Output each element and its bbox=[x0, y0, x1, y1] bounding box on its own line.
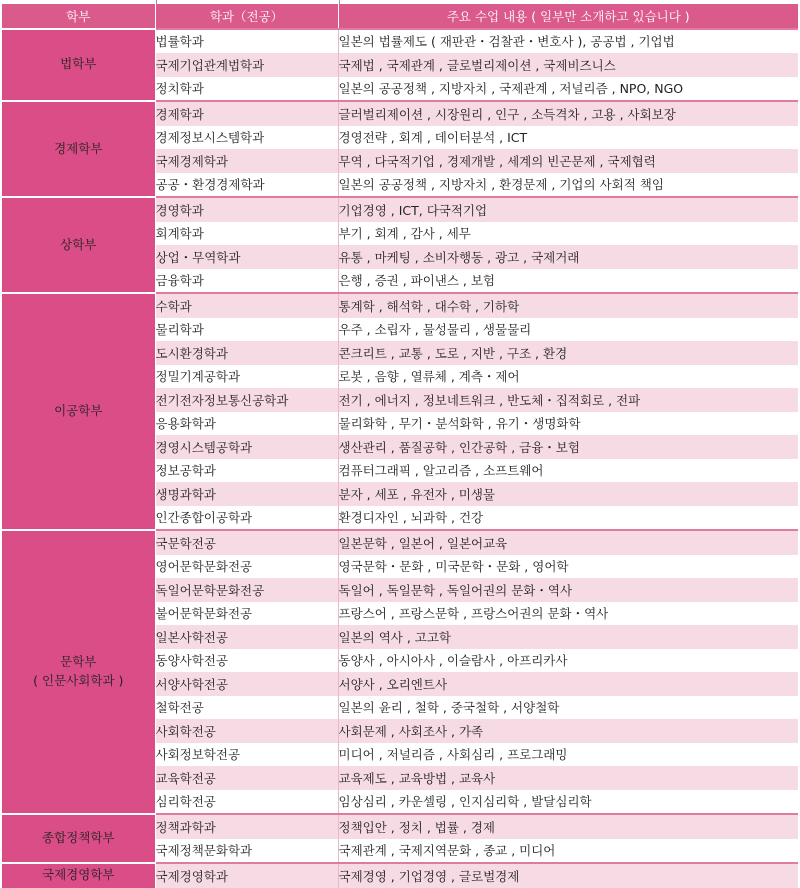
department-cell: 경제학과 bbox=[155, 101, 338, 126]
department-cell: 심리학전공 bbox=[155, 790, 338, 815]
table-body bbox=[2, 29, 798, 888]
content-cell: 부기 , 회계 , 감사 , 세무 bbox=[338, 222, 798, 246]
department-cell: 불어문학문화전공 bbox=[155, 602, 338, 626]
content-cell: 교육제도 , 교육방법 , 교육사 bbox=[338, 766, 798, 790]
table-row bbox=[2, 197, 798, 222]
content-cell: 일본의 공공정책 , 지방자치 , 환경문제 , 기업의 사회적 책임 bbox=[338, 173, 798, 198]
department-cell: 국제기업관계법학과 bbox=[155, 53, 338, 77]
header-faculty: 학부 bbox=[2, 4, 155, 29]
table-header-row bbox=[2, 4, 798, 29]
content-cell: 콘크리트 , 교통 , 도로 , 지반 , 구조 , 환경 bbox=[338, 341, 798, 365]
department-cell: 응용화학과 bbox=[155, 412, 338, 436]
department-cell: 국제경영학과 bbox=[155, 863, 338, 888]
content-cell: 일본문학 , 일본어 , 일본어교육 bbox=[338, 530, 798, 555]
table-row bbox=[2, 530, 798, 555]
content-cell: 국제경영 , 기업경영 , 글로벌경제 bbox=[338, 863, 798, 888]
content-cell: 프랑스어 , 프랑스문학 , 프랑스어권의 문화・역사 bbox=[338, 602, 798, 626]
table-row bbox=[2, 814, 798, 839]
department-cell: 도시환경학과 bbox=[155, 341, 338, 365]
department-cell: 서양사학전공 bbox=[155, 672, 338, 696]
department-cell: 정밀기계공학과 bbox=[155, 365, 338, 389]
department-cell: 수학과 bbox=[155, 293, 338, 318]
content-cell: 경영전략 , 회계 , 데이터분석 , ICT bbox=[338, 126, 798, 150]
faculty-name: 상학부 bbox=[60, 236, 97, 252]
content-cell: 환경디자인 , 뇌과학 , 건강 bbox=[338, 506, 798, 531]
department-cell: 공공・환경경제학과 bbox=[155, 173, 338, 198]
faculty-name: 법학부 bbox=[60, 56, 97, 72]
department-cell: 영어문학문화전공 bbox=[155, 555, 338, 579]
faculty-name: 이공학부 bbox=[54, 403, 103, 419]
faculty-name: 문학부 bbox=[60, 654, 97, 670]
content-cell: 전기 , 에너지 , 정보네트워크 , 반도체・집적회로 , 전파 bbox=[338, 388, 798, 412]
department-cell: 국제정책문화학과 bbox=[155, 839, 338, 864]
department-cell: 상업・무역학과 bbox=[155, 245, 338, 269]
content-cell: 국제법 , 국제관계 , 글로벌리제이션 , 국제비즈니스 bbox=[338, 53, 798, 77]
department-cell: 국문학전공 bbox=[155, 530, 338, 555]
table-row bbox=[2, 101, 798, 126]
content-cell: 은행 , 증권 , 파이낸스 , 보험 bbox=[338, 269, 798, 294]
faculty-cell bbox=[2, 197, 155, 293]
content-cell: 글러벌리제이션 , 시장원리 , 인구 , 소득격차 , 고용 , 사회보장 bbox=[338, 101, 798, 126]
content-cell: 서양사 , 오리엔트사 bbox=[338, 672, 798, 696]
department-cell: 사회정보학전공 bbox=[155, 743, 338, 767]
faculty-cell bbox=[2, 29, 155, 102]
department-cell: 정치학과 bbox=[155, 77, 338, 102]
department-cell: 사회학전공 bbox=[155, 719, 338, 743]
table-row bbox=[2, 293, 798, 318]
content-cell: 정책입안 , 정치 , 법률 , 경제 bbox=[338, 814, 798, 839]
content-cell: 기업경영 , ICT, 다국적기업 bbox=[338, 197, 798, 222]
department-cell: 전기전자정보통신공학과 bbox=[155, 388, 338, 412]
faculty-cell bbox=[2, 530, 155, 814]
department-cell: 인간종합이공학과 bbox=[155, 506, 338, 531]
content-cell: 동양사 , 아시아사 , 이슬람사 , 아프리카사 bbox=[338, 649, 798, 673]
content-cell: 임상심리 , 카운셀링 , 인지심리학 , 발달심리학 bbox=[338, 790, 798, 815]
header-department: 학과（전공） bbox=[155, 4, 338, 29]
content-cell: 일본의 윤리 , 철학 , 중국철학 , 서양철학 bbox=[338, 696, 798, 720]
faculty-name: 경제학부 bbox=[54, 140, 103, 156]
department-cell: 회계학과 bbox=[155, 222, 338, 246]
content-cell: 통계학 , 해석학 , 대수학 , 기하학 bbox=[338, 293, 798, 318]
content-cell: 로봇 , 음향 , 열류체 , 계측・제어 bbox=[338, 365, 798, 389]
content-cell: 생산관리 , 품질공학 , 인간공학 , 금융・보험 bbox=[338, 435, 798, 459]
content-cell: 컴퓨터그래픽 , 알고리즘 , 소프트웨어 bbox=[338, 459, 798, 483]
faculty-name: 종합정책학부 bbox=[42, 830, 115, 846]
department-cell: 철학전공 bbox=[155, 696, 338, 720]
header-content: 주요 수업 내용 ( 일부만 소개하고 있습니다 ) bbox=[338, 4, 798, 29]
department-cell: 경영시스템공학과 bbox=[155, 435, 338, 459]
content-cell: 우주 , 소립자 , 물성물리 , 생물물리 bbox=[338, 318, 798, 342]
content-cell: 영국문학・문화 , 미국문학・문화 , 영어학 bbox=[338, 555, 798, 579]
content-cell: 무역 , 다국적기업 , 경제개발 , 세계의 빈곤문제 , 국제협력 bbox=[338, 149, 798, 173]
content-cell: 국제관계 , 국제지역문화 , 종교 , 미디어 bbox=[338, 839, 798, 864]
content-cell: 물리화학 , 무기・분석화학 , 유기・생명화학 bbox=[338, 412, 798, 436]
content-cell: 미디어 , 저널리즘 , 사회심리 , 프로그래밍 bbox=[338, 743, 798, 767]
content-cell: 분자 , 세포 , 유전자 , 미생물 bbox=[338, 482, 798, 506]
department-cell: 경영학과 bbox=[155, 197, 338, 222]
department-cell: 독일어문학문화전공 bbox=[155, 578, 338, 602]
table-row bbox=[2, 863, 798, 888]
faculty-subname: ( 인문사회학과 ) bbox=[33, 673, 124, 688]
faculty-cell bbox=[2, 814, 155, 863]
department-cell: 생명과학과 bbox=[155, 482, 338, 506]
content-cell: 사회문제 , 사회조사 , 가족 bbox=[338, 719, 798, 743]
department-cell: 정책과학과 bbox=[155, 814, 338, 839]
department-cell: 일본사학전공 bbox=[155, 625, 338, 649]
faculty-name: 국제경영학부 bbox=[42, 867, 115, 883]
departments-table bbox=[2, 4, 798, 888]
department-cell: 동양사학전공 bbox=[155, 649, 338, 673]
content-cell: 일본의 역사 , 고고학 bbox=[338, 625, 798, 649]
department-cell: 법률학과 bbox=[155, 29, 338, 54]
faculty-cell bbox=[2, 863, 155, 888]
department-cell: 경제정보시스템학과 bbox=[155, 126, 338, 150]
department-cell: 물리학과 bbox=[155, 318, 338, 342]
department-cell: 금융학과 bbox=[155, 269, 338, 294]
faculty-cell bbox=[2, 293, 155, 530]
department-cell: 교육학전공 bbox=[155, 766, 338, 790]
faculty-cell bbox=[2, 101, 155, 197]
table-row bbox=[2, 29, 798, 54]
department-cell: 정보공학과 bbox=[155, 459, 338, 483]
content-cell: 일본의 공공정책 , 지방자치 , 국제관계 , 저널리즘 , NPO, NGO bbox=[338, 77, 798, 102]
department-cell: 국제경제학과 bbox=[155, 149, 338, 173]
content-cell: 독일어 , 독일문학 , 독일어권의 문화・역사 bbox=[338, 578, 798, 602]
content-cell: 일본의 법률제도 ( 재판관・검찰관・변호사 ), 공공법 , 기업법 bbox=[338, 29, 798, 54]
content-cell: 유통 , 마케팅 , 소비자행동 , 광고 , 국제거래 bbox=[338, 245, 798, 269]
